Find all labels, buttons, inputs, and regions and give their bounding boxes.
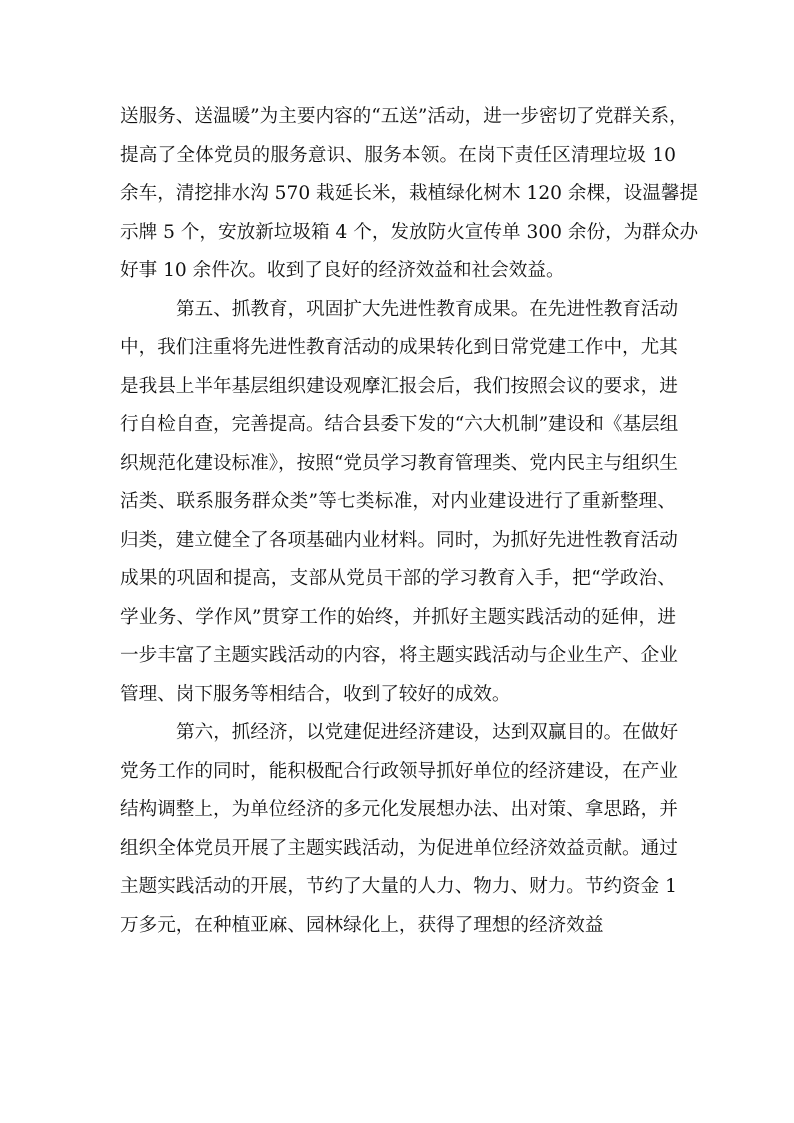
- text-line: 一步丰富了主题实践活动的内容，将主题实践活动与企业生产、企业: [120, 645, 678, 666]
- text-line: 提高了全体党员的服务意识、服务本领。在岗下责任区清理垃圾 10: [120, 144, 676, 166]
- text-line: 余车，清挖排水沟 570 栽延长米，栽植绿化树木 120 余棵，设温馨提: [120, 183, 699, 204]
- text-line: 归类，建立健全了各项基础内业材料。同时，为抓好先进性教育活动: [120, 529, 678, 551]
- text-line: 示牌 5 个，安放新垃圾箱 4 个，发放防火宣传单 300 余份，为群众办: [120, 221, 699, 243]
- text-line: 行自检自查，完善提高。结合县委下发的“六大机制”建设和《基层组: [120, 414, 679, 435]
- text-line: 织规范化建设标准》，按照“党员学习教育管理类、党内民主与组织生: [120, 452, 679, 474]
- text-line: 组织全体党员开展了主题实践活动，为促进单位经济效益贡献。通过: [120, 837, 678, 859]
- paragraph-education: [120, 291, 679, 715]
- text-line: 结构调整上，为单位经济的多元化发展想办法、出对策、拿思路，并: [120, 799, 678, 820]
- text-line: 中，我们注重将先进性教育活动的成果转化到日常党建工作中，尤其: [120, 337, 678, 358]
- text-line: 主题实践活动的开展，节约了大量的人力、物力、财力。节约资金 1: [120, 876, 677, 897]
- paragraph-continuation: [120, 98, 699, 291]
- text-line: 管理、岗下服务等相结合，收到了较好的成效。: [120, 683, 511, 705]
- document-body: [120, 98, 699, 945]
- text-line: 好事 10 余件次。收到了良好的经济效益和社会效益。: [120, 260, 565, 281]
- text-line: 成果的巩固和提高，支部从党员干部的学习教育入手，把“学政治、: [120, 568, 676, 589]
- text-line: 学业务、学作风”贯穿工作的始终，并抓好主题实践活动的延伸，进: [120, 606, 676, 628]
- paragraph-heading-line: 第六，抓经济，以党建促进经济建设，达到双赢目的。在做好: [176, 722, 679, 743]
- paragraph-heading-line: 第五、抓教育，巩固扩大先进性教育成果。在先进性教育活动: [176, 298, 679, 320]
- text-line: 送服务、送温暖”为主要内容的“五送”活动，进一步密切了党群关系，: [120, 106, 688, 127]
- text-line: 是我县上半年基层组织建设观摩汇报会后，我们按照会议的要求，进: [120, 375, 678, 397]
- text-line: 万多元，在种植亚麻、园林绿化上，获得了理想的经济效益: [120, 914, 604, 936]
- text-line: 党务工作的同时，能积极配合行政领导抓好单位的经济建设，在产业: [120, 760, 678, 782]
- paragraph-economy: [120, 714, 679, 945]
- text-line: 活类、联系服务群众类”等七类标准，对内业建设进行了重新整理、: [120, 491, 676, 512]
